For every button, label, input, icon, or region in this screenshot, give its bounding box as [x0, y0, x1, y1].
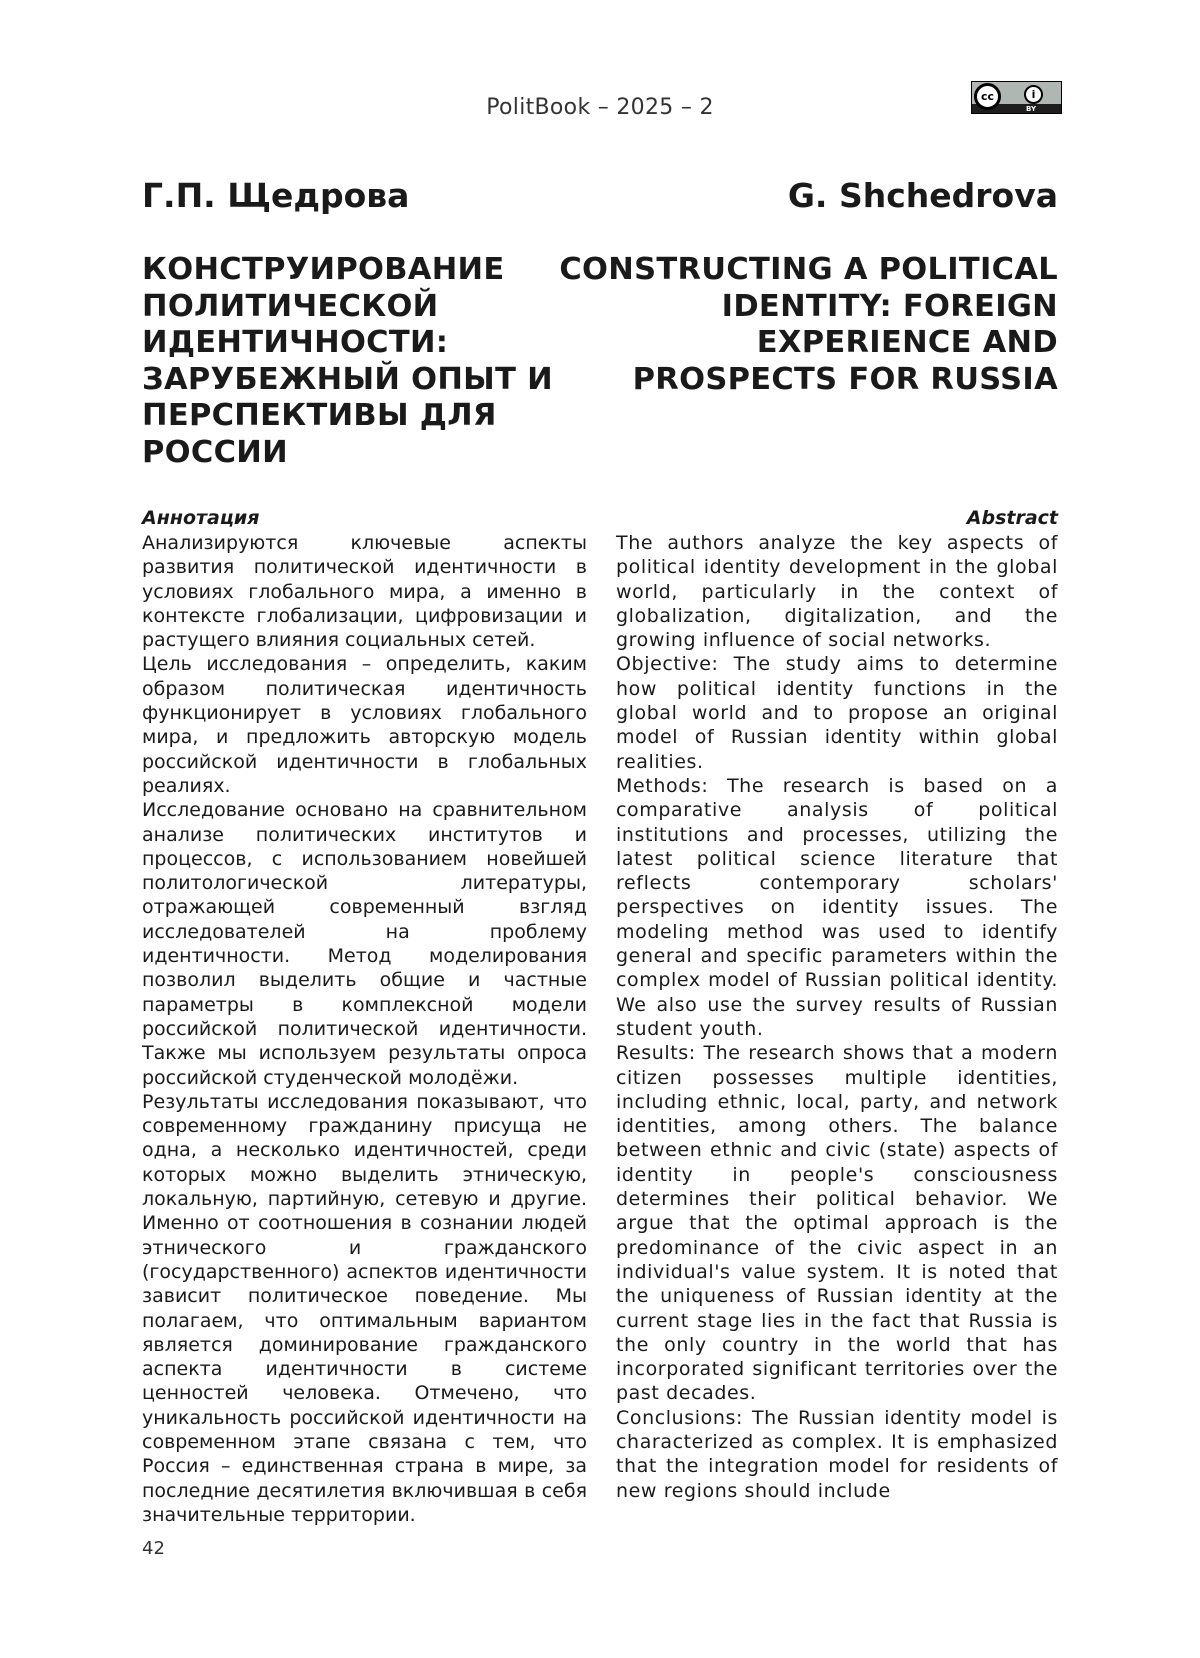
- title-ru: КОНСТРУИРОВАНИЕ ПОЛИТИЧЕСКОЙ ИДЕНТИЧНОСТИ: ЗАРУБЕЖНЫЙ ОПЫТ И ПЕРСПЕКТИВЫ ДЛЯ РОССИИ: [142, 252, 553, 470]
- badge-by-label: BY: [1026, 105, 1037, 113]
- title-en: CONSTRUCTING A POLITICAL IDENTITY: FOREIGN EXPERIENCE AND PROSPECTS FOR RUSSIA: [559, 252, 1058, 397]
- abstract-ru-paragraph: Результаты исследования показывают, что современному гражданину присуща не одна, а несколько идентичностей, среди которых можно выделить этническую, локальную, партийную, сетевую и другие. Именно от соотношения в сознании людей этнического и гражданского (государственного) аспектов идентичности зависит политическое поведение. Мы полагаем, что оптимальным вариантом является доминирование гражданского аспекта идентичности в системе ценностей человека. Отмечено, что уникальность российской идентичности на современном этапе связана с тем, что Россия – единственная страна в мире, за последние десятилетия включившая в себя значительные территории.: [142, 1090, 587, 1526]
- abstract-en-paragraph: The authors analyze the key aspects of political identity development in the global world, particularly in the context of globalization, digitalization, and the growing influence of social networks.: [616, 532, 1058, 652]
- attribution-person-icon: i: [1024, 85, 1043, 104]
- abstract-en-paragraph: Objective: The study aims to determine how political identity functions in the global world and to propose an original model of Russian identity within global realities.: [616, 653, 1058, 773]
- page-number: 42: [142, 1538, 165, 1559]
- abstract-ru-heading: Аннотация: [142, 507, 260, 529]
- author-en: G. Shchedrova: [787, 176, 1058, 215]
- abstract-en-body: [616, 531, 1058, 1503]
- abstract-ru-paragraph: Исследование основано на сравнительном анализе политических институтов и процессов, с использованием новейшей политологической литературы, отражающей современный взгляд исследователей на проблему идентичности. Метод моделирования позволил выделить общие и частные параметры в комплексной модели российской политической идентичности. Также мы используем результаты опроса российской студенческой молодёжи.: [142, 799, 587, 1089]
- journal-header: PolitBook – 2025 – 2: [486, 95, 714, 120]
- cc-by-license-badge[interactable]: [971, 81, 1062, 114]
- cc-icon: cc: [974, 83, 1001, 110]
- abstract-ru-body: [142, 531, 587, 1527]
- abstract-en-paragraph: Conclusions: The Russian identity model is characterized as complex. It is emphasized that the integration model for residents of new regions should include: [616, 1406, 1058, 1502]
- abstract-ru-paragraph: Анализируются ключевые аспекты развития политической идентичности в условиях глобального мира, а именно в контексте глобализации, цифровизации и растущего влияния социальных сетей.: [142, 532, 587, 652]
- abstract-en-heading: Abstract: [966, 507, 1058, 529]
- abstract-ru-paragraph: Цель исследования – определить, каким образом политическая идентичность функционирует в условиях глобального мира, и предложить авторскую модель российской идентичности в глобальных реалиях.: [142, 653, 587, 797]
- abstract-en-paragraph: Results: The research shows that a modern citizen possesses multiple identities, including ethnic, local, party, and network identities, among others. The balance between ethnic and civic (state) aspects of identity in people's consciousness determines their political behavior. We argue that the optimal approach is the predominance of the civic aspect in an individual's value system. It is noted that the uniqueness of Russian identity at the current stage lies in the fact that Russia is the only country in the world that has incorporated significant territories over the past decades.: [616, 1042, 1058, 1405]
- author-ru: Г.П. Щедрова: [142, 176, 410, 215]
- abstract-en-paragraph: Methods: The research is based on a comparative analysis of political institutions and processes, utilizing the latest political science literature that reflects contemporary scholars' perspectives on identity issues. The modeling method was used to identify general and specific parameters within the complex model of Russian political identity. We also use the survey results of Russian student youth.: [616, 774, 1058, 1040]
